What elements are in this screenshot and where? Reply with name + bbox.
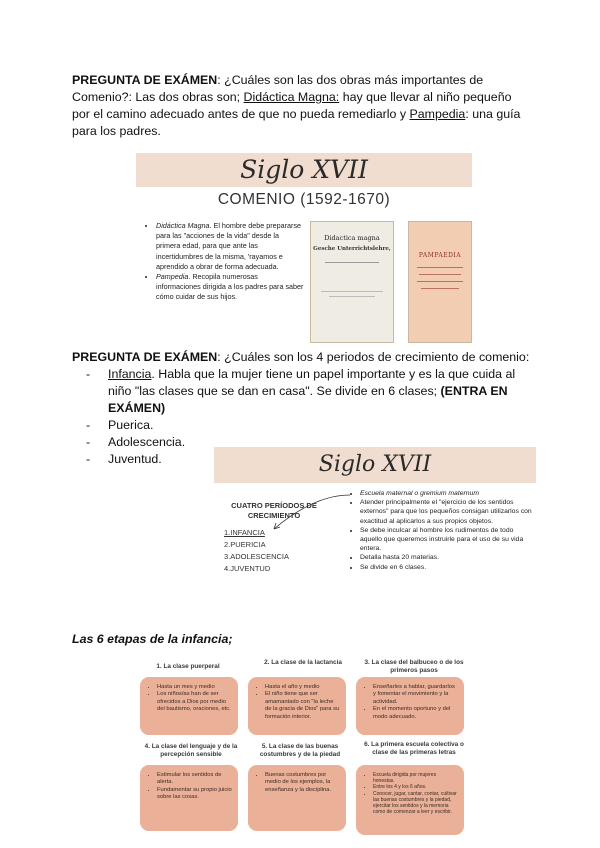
slide-title: COMENIO (1592-1670) <box>217 191 391 208</box>
slide-banner: Siglo XVII <box>136 153 472 187</box>
bullet-pampedia: • Pampedia. Recopila numerosas informaciones dirigida a los padres para saber cómo cuidar de sus hijos. <box>156 272 304 303</box>
stage-card: • Buenas costumbres por medio de los ejemplos, la enseñanza y la disciplina. <box>248 765 346 831</box>
question-label: PREGUNTA DE EXÁMEN <box>72 73 218 87</box>
question-1: PREGUNTA DE EXÁMEN: ¿Cuáles son las dos obras más importantes de Comenio?: Las dos obras son; Didáctica Magna: hay que llevar al niño pequeño por el camino adecuado antes de que no pueda remediarlo y Pampedia: una guía para los padres. <box>72 73 521 138</box>
stage-title: 6. La primera escuela colectiva o clase de las primeras letras <box>364 741 464 756</box>
list-item: - Adolescencia. <box>86 435 186 449</box>
periods-heading: CUATRO PERÍODOS DE CRECIMIENTO <box>231 501 317 520</box>
periods-numbered: 1.INFANCIA 2.PUERICIA 3.ADOLESCENCIA 4.JUVENTUD <box>224 528 290 573</box>
periods-bullets: • Escuela maternal o gremium maternum • Atender principalmente el "ejercicio de los sentidos externos" para que los pequeños consigan utilizarlos con exactitud al aplicarlos a sus propios objetos. • Se debe inculcar al hombre los rudimentos de todo aquello que queremos instruirle para el uso de su vida entera. • Detalla hasta 20 materias. • Se divide en 6 clases. <box>348 489 534 572</box>
slide-bullets <box>144 221 304 303</box>
slide-banner: Siglo XVII <box>214 447 536 483</box>
book-pampaedia-image: PAMPAEDIA <box>408 221 472 343</box>
stage-card: • Enseñarles a hablar, guardarlos y fomentar el movimiento y la actividad. • En el momento oportuno y del modo adecuado. <box>356 677 464 735</box>
stage-title: 3. La clase del balbuceo o de los primeros pasos <box>364 659 464 674</box>
stage-title: 4. La clase del lenguaje y de la percepción sensible <box>144 743 238 758</box>
stage-card: • Hasta un mes y medio • Los niños/as han de ser ofrecidos a Dios por medio del bautismo, oraciones, etc. <box>140 677 238 735</box>
list-item: - Infancia. Habla que la mujer tiene un papel importante y es la que cuida al niño "las clases que se dan en casa". Se divide en 6 clases; (ENTRA EN EXÁMEN) <box>86 367 516 415</box>
list-item: - Juventud. <box>86 452 162 466</box>
stage-title: 5. La clase de las buenas costumbres y de la piedad <box>259 743 341 758</box>
stage-card: • Hasta el año y medio • El niño tiene que ser amamantado con "la leche de la gracia de Dios" para su formación interior. <box>248 677 346 735</box>
section-title: Las 6 etapas de la infancia; <box>72 632 233 646</box>
curved-arrow-icon <box>254 491 354 537</box>
periods-slide <box>214 447 536 603</box>
stage-title: 2. La clase de la lactancia <box>264 659 342 666</box>
comenio-slide <box>136 153 472 347</box>
list-item: - Puerica. <box>86 418 154 432</box>
stages-grid <box>138 657 468 835</box>
stage-card: • Estimular los sentidos de alerta. • Fundamentar su propio juicio sobre las cosas. <box>140 765 238 831</box>
work-didactica: Didáctica Magna: <box>243 90 340 104</box>
stage-card: • Escuela dirigida por mujeres honestas. • Entre los 4 y los 6 años. • Conocer, jugar, cantar, contar, cultivar las buenas costumbres y la piedad, ejercitar los sentidos y la memoria como de comenzar a leer y escribir. <box>356 765 464 835</box>
question-2: PREGUNTA DE EXÁMEN: ¿Cuáles son los 4 periodos de crecimiento de comenio: <box>72 350 530 364</box>
stage-title: 1. La clase puerperal <box>156 663 220 670</box>
bullet-didactica: • Didáctica Magna. El hombre debe prepararse para las "acciones de la vida" desde la primera edad, para que ante las incertidumbres de la misma, 'rayamos e aprendido a obrar de forma adecuada. <box>156 221 304 272</box>
book-didactica-magna-image: Didactica magna Gesche Unterrichtslehre, <box>310 221 394 343</box>
work-pampedia: Pampedia <box>409 107 466 121</box>
